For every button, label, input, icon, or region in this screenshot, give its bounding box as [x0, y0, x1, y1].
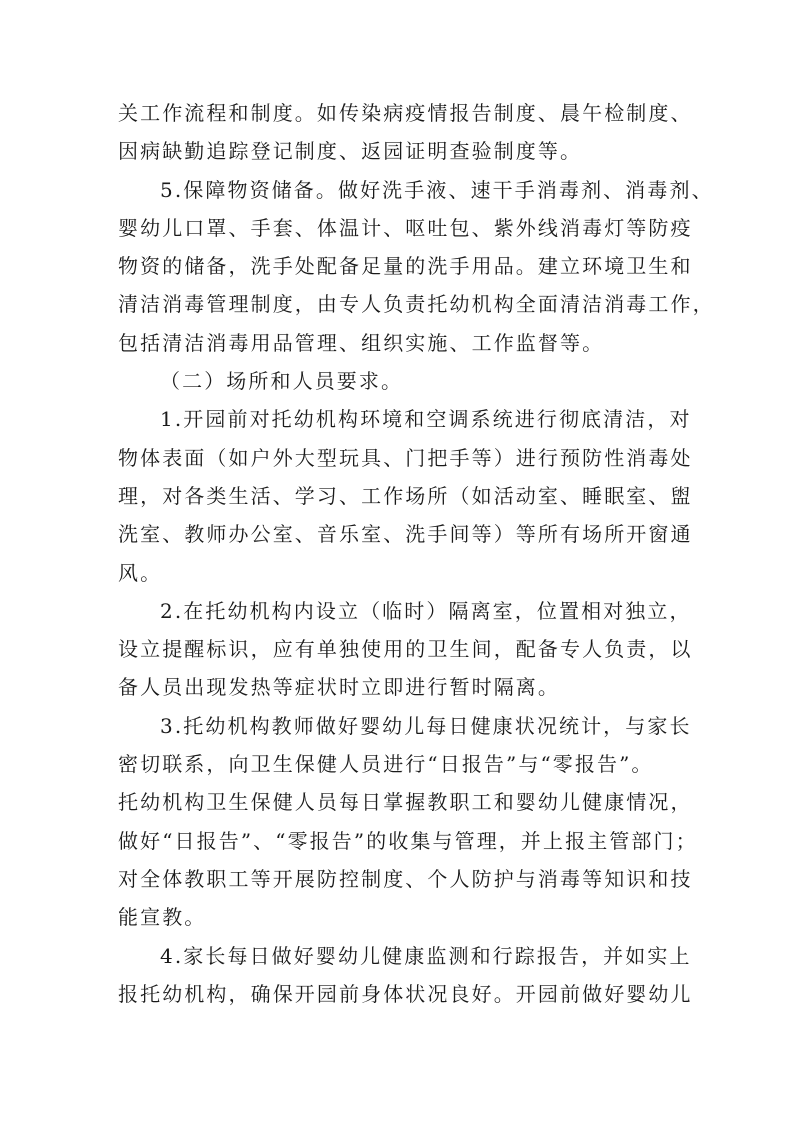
text-line: 密切联系，向卫生保健人员进行“日报告”与“零报告”。 [118, 752, 654, 777]
text-line: 5.保障物资储备。做好洗手液、速干手消毒剂、消毒剂、 [160, 177, 714, 202]
text-line: 1.开园前对托幼机构环境和空调系统进行彻底清洁，对 [160, 407, 692, 432]
text-line: 做好“日报告”、“零报告”的收集与管理，并上报主管部门； [118, 828, 698, 853]
text-line: 洗室、教师办公室、音乐室、洗手间等）等所有场所开窗通 [118, 522, 693, 547]
text-line: 物资的储备，洗手处配备足量的洗手用品。建立环境卫生和 [118, 254, 693, 279]
text-line: 风。 [118, 560, 163, 585]
text-line: 因病缺勤追踪登记制度、返园证明查验制度等。 [118, 139, 583, 164]
text-line: 4.家长每日做好婴幼儿健康监测和行踪报告，并如实上 [160, 943, 692, 968]
paragraph-continuation [118, 94, 693, 171]
paragraph-item-3-reporting [118, 707, 698, 937]
text-line: 清洁消毒管理制度，由专人负责托幼机构全面清洁消毒工作， [118, 292, 715, 317]
text-line: 2.在托幼机构内设立（临时）隔离室，位置相对独立， [160, 598, 692, 623]
paragraph-item-4-parents [118, 937, 693, 1014]
text-line: 设立提醒标识，应有单独使用的卫生间，配备专人负责，以 [118, 637, 693, 662]
text-line: 3.托幼机构教师做好婴幼儿每日健康状况统计，与家长 [160, 713, 692, 738]
section-heading-text: （二）场所和人员要求。 [160, 369, 404, 394]
text-line: 婴幼儿口罩、手套、体温计、呕吐包、紫外线消毒灯等防疫 [118, 215, 693, 240]
text-line: 能宣教。 [118, 905, 207, 930]
section-heading [118, 362, 688, 400]
text-line: 包括清洁消毒用品管理、组织实施、工作监督等。 [118, 330, 605, 355]
document-body [118, 94, 715, 1013]
text-line: 备人员出现发热等症状时立即进行暂时隔离。 [118, 675, 560, 700]
text-line: 报托幼机构，确保开园前身体状况良好。开园前做好婴幼儿 [118, 981, 693, 1006]
text-line: 理，对各类生活、学习、工作场所（如活动室、睡眠室、盥 [118, 483, 693, 508]
paragraph-item-1-cleaning [118, 400, 693, 591]
paragraph-item-5-supplies [118, 171, 715, 362]
text-line: 关工作流程和制度。如传染病疫情报告制度、晨午检制度、 [118, 101, 693, 125]
text-line: 对全体教职工等开展防控制度、个人防护与消毒等知识和技 [118, 866, 693, 891]
text-line: 物体表面（如户外大型玩具、门把手等）进行预防性消毒处 [118, 445, 693, 470]
paragraph-item-2-isolation [118, 592, 693, 707]
text-line: 托幼机构卫生保健人员每日掌握教职工和婴幼儿健康情况， [118, 790, 693, 815]
